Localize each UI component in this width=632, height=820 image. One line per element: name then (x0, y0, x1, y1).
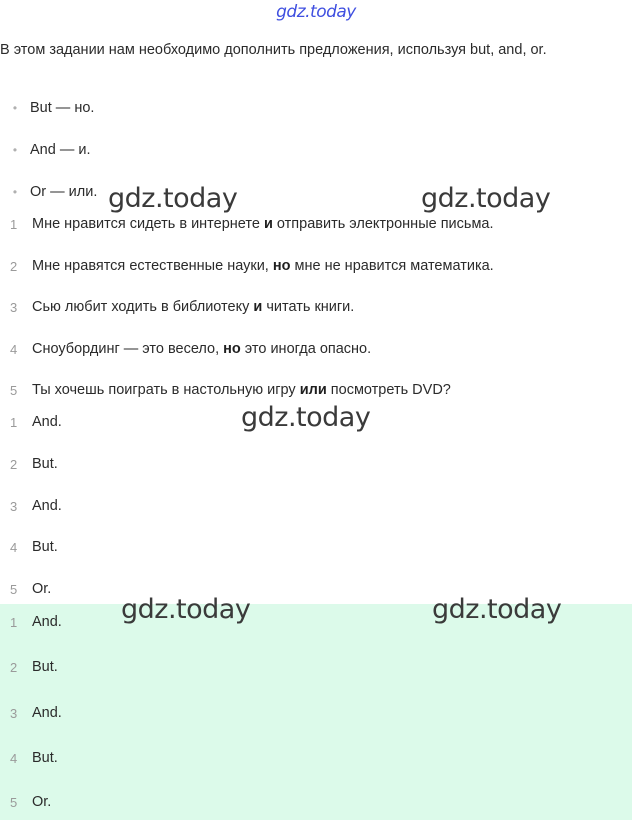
answer-text: Or. (32, 581, 52, 597)
answer-text: But. (32, 659, 58, 675)
answer-text: And. (32, 498, 62, 514)
item-number: 1 (10, 614, 18, 630)
highlighted-answer-item (0, 743, 58, 773)
highlighted-answer-item (0, 698, 62, 728)
bullet-icon: • (12, 101, 18, 115)
answer-text: But. (32, 539, 58, 555)
bullet-text: But — но. (30, 100, 95, 116)
sentence-text: Ты хочешь поиграть в настольную игру или посмотреть DVD? (32, 382, 451, 398)
answer-text: And. (32, 614, 62, 630)
item-number: 3 (10, 498, 18, 514)
sentence-item (0, 209, 494, 239)
answer-text: And. (32, 414, 62, 430)
answer-item (0, 449, 58, 479)
answer-text: But. (32, 456, 58, 472)
sentence-text: Мне нравятся естественные науки, но мне не нравится математика. (32, 258, 494, 274)
item-number: 4 (10, 341, 18, 357)
item-number: 5 (10, 382, 18, 398)
watermark: gdz.today (108, 183, 238, 214)
sentence-item (0, 375, 451, 405)
answer-item (0, 491, 62, 521)
watermark: gdz.today (121, 594, 251, 625)
list-item (0, 92, 94, 124)
watermark: gdz.today (241, 402, 371, 433)
sentence-item (0, 251, 494, 281)
answer-text: And. (32, 705, 62, 721)
list-item (0, 176, 97, 208)
item-number: 4 (10, 750, 18, 766)
answer-item (0, 407, 62, 437)
item-number: 2 (10, 659, 18, 675)
conjunction: но (272, 258, 291, 274)
highlighted-answer-item (0, 787, 51, 817)
sentence-text: Сноубординг — это весело, но это иногда опасно. (32, 341, 372, 357)
answer-highlight-box (0, 604, 632, 820)
watermark: gdz.today (421, 183, 551, 214)
site-logo: gdz.today (276, 2, 356, 22)
intro-text: В этом задании нам необходимо дополнить предложения, используя but, and, or. (0, 42, 547, 58)
answer-text: But. (32, 750, 58, 766)
item-number: 4 (10, 539, 18, 555)
conjunction: и (253, 299, 263, 315)
item-number: 2 (10, 456, 18, 472)
bullet-icon: • (12, 143, 18, 157)
item-number: 2 (10, 258, 18, 274)
list-item (0, 134, 91, 166)
item-number: 5 (10, 794, 18, 810)
item-number: 3 (10, 299, 18, 315)
sentence-text: Сью любит ходить в библиотеку и читать книги. (32, 299, 355, 315)
item-number: 3 (10, 705, 18, 721)
conjunction: и (263, 216, 273, 232)
sentence-item (0, 334, 371, 364)
item-number: 1 (10, 414, 18, 430)
bullet-text: Or — или. (30, 184, 98, 200)
sentence-text: Мне нравится сидеть в интернете и отправить электронные письма. (32, 216, 494, 232)
conjunction: или (299, 382, 327, 398)
item-number: 1 (10, 216, 18, 232)
answer-text: Or. (32, 794, 52, 810)
bullet-text: And — и. (30, 142, 91, 158)
item-number: 5 (10, 581, 18, 597)
sentence-item (0, 292, 354, 322)
conjunction: но (223, 341, 241, 357)
watermark: gdz.today (432, 594, 562, 625)
answer-item (0, 574, 51, 604)
answer-item (0, 532, 58, 562)
bullet-icon: • (12, 185, 18, 199)
highlighted-answer-item (0, 652, 58, 682)
highlighted-answer-item (0, 607, 62, 637)
